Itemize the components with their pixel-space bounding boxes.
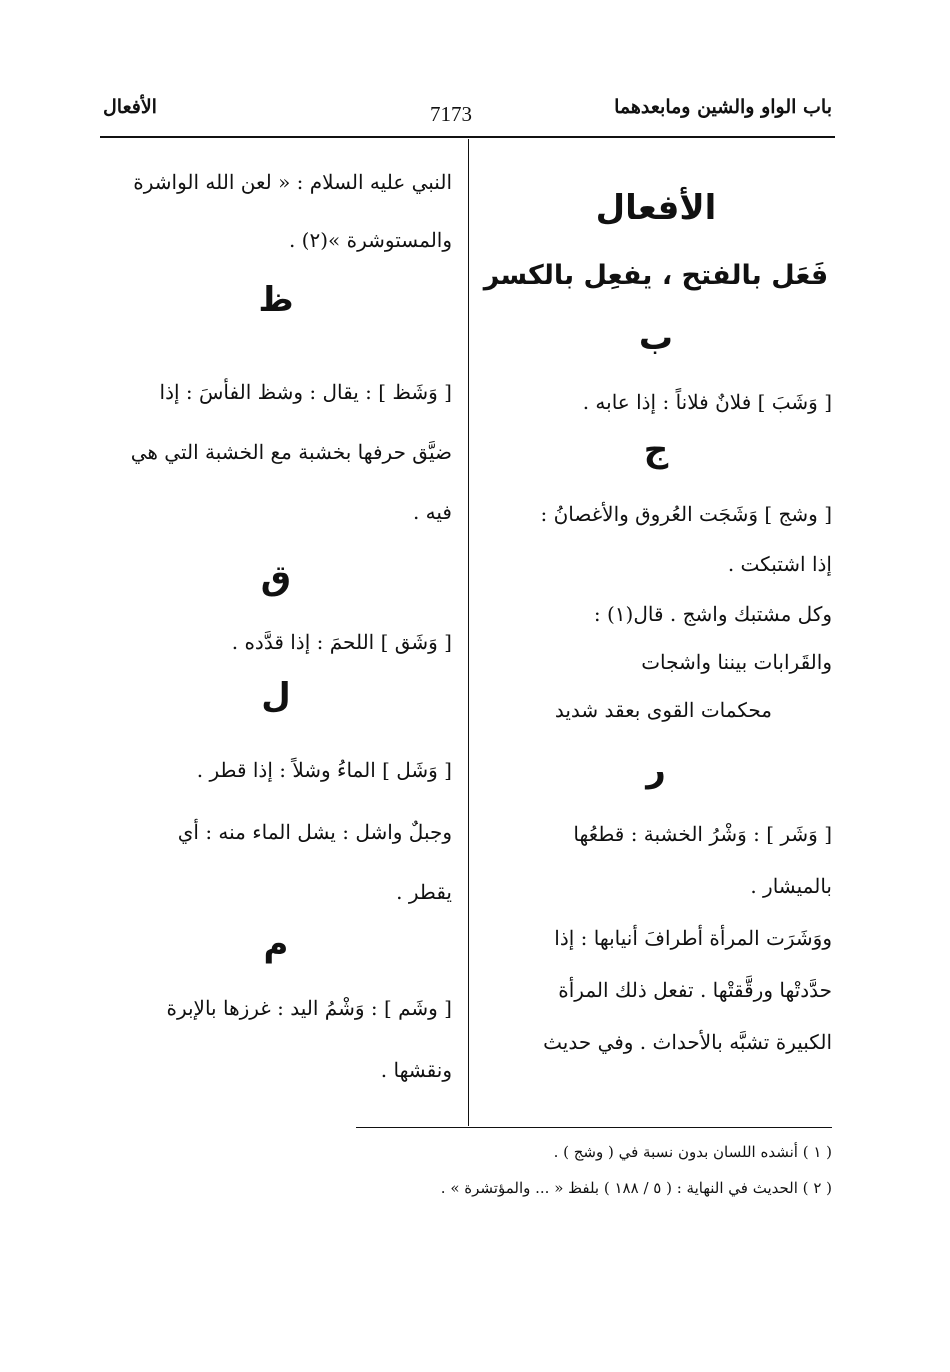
entry-washq: [ وَشَق ] اللحمَ : إذا قدَّده . bbox=[231, 630, 452, 654]
section-name: الأفعال bbox=[103, 96, 157, 118]
entry-washj-line: وكل مشتبك واشج . قال(١) : bbox=[593, 602, 832, 626]
letter-heading-r: ر bbox=[646, 750, 666, 790]
section-subtitle: فَعَل بالفتح ، يفعِل بالكسر bbox=[483, 260, 829, 291]
entry-washr-line: حدَّدتْها ورقَّقتْها . تفعل ذلك المرأة bbox=[558, 978, 832, 1002]
entry-washz-line: فيه . bbox=[412, 500, 452, 524]
column-divider bbox=[468, 139, 469, 1126]
header-rule bbox=[100, 136, 835, 138]
entry-washr-line: الكبيرة تشبَّه بالأحداث . وفي حديث bbox=[543, 1030, 832, 1054]
entry-washr-line: [ وَشَر ] : وَشْرُ الخشبة : قطعُها bbox=[573, 822, 832, 846]
hadith-line: النبي عليه السلام : « لعن الله الواشرة bbox=[133, 170, 452, 194]
footnote-2: ( ٢ ) الحديث في النهاية : ( ٥ / ١٨٨ ) بلفظ « ... والمؤتشرة » . bbox=[440, 1179, 832, 1197]
verse-line: والقَرابات بيننا واشجات bbox=[641, 650, 832, 674]
left-column bbox=[100, 158, 452, 1090]
letter-heading-l: ل bbox=[261, 676, 291, 716]
entry-washj-line: [ وشج ] وَشَجَت العُروق والأغصانُ : bbox=[540, 502, 832, 526]
entry-washj-line: إذا اشتبكت . bbox=[727, 552, 832, 576]
entry-washm-line: ونقشها . bbox=[380, 1058, 452, 1082]
entry-washm-line: [ وشَم ] : وَشْمُ اليد : غرزها بالإبرة bbox=[166, 996, 452, 1020]
letter-heading-q: ق bbox=[260, 558, 292, 598]
footnote-1: ( ١ ) أنشده اللسان بدون نسبة في ( وشج ) . bbox=[553, 1143, 832, 1161]
entry-washl-line: [ وَشَل ] الماءُ وشلاً : إذا قطر . bbox=[196, 758, 452, 782]
entry-washz-line: ضيَّق حرفها بخشبة مع الخشبة التي هي bbox=[130, 440, 452, 464]
entry-washab: [ وَشَبَ ] فلانٌ فلاناً : إذا عابه . bbox=[582, 390, 832, 414]
letter-heading-z: ظ bbox=[258, 280, 294, 320]
footnote-rule bbox=[356, 1127, 832, 1128]
entry-washr-line: ووَشَرَت المرأة أطرافَ أنيابها : إذا bbox=[554, 926, 832, 950]
entry-washz-line: [ وَشَظ ] : يقال : وشظ الفأسَ : إذا bbox=[159, 380, 452, 404]
entry-washl-line: وجبلٌ واشل : يشل الماء منه : أي bbox=[177, 820, 452, 844]
section-title: الأفعال bbox=[595, 188, 717, 228]
page-number: 7173 bbox=[430, 102, 472, 126]
letter-heading-j: ج bbox=[643, 430, 669, 470]
letter-heading-b: ب bbox=[638, 318, 674, 358]
entry-washr-line: بالميشار . bbox=[750, 874, 832, 898]
chapter-title: باب الواو والشين ومابعدهما bbox=[614, 96, 832, 118]
verse-line: محكمات القوى بعقد شديد bbox=[554, 698, 772, 722]
right-column bbox=[480, 158, 832, 1062]
hadith-line: والمستوشرة »(٢) . bbox=[288, 228, 452, 252]
letter-heading-m: م bbox=[263, 924, 289, 964]
entry-washl-line: يقطر . bbox=[396, 880, 452, 904]
